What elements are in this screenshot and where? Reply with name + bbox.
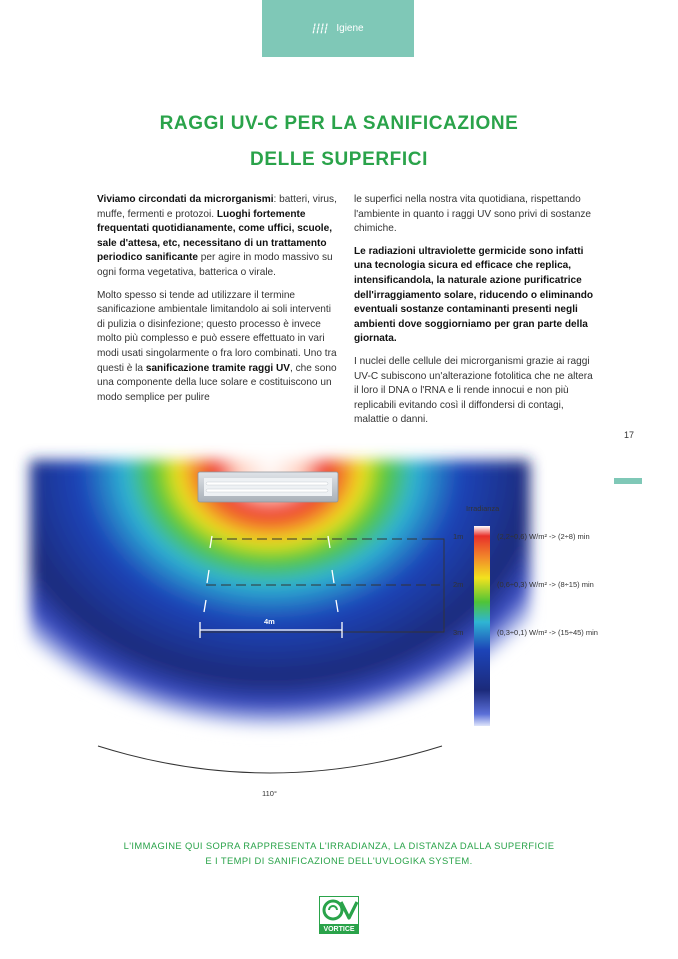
- text-run: Molto spesso si tende ad utilizzare il termine sanificazione ambientale limitandolo ai soli interventi di pulizia o disinfezione; questo processo è invece molto più complesso e può essere effettuato in vari modi usati singolarmente o fra loro combinati. Uno tra questi è la: [97, 289, 337, 374]
- logo-wordmark: VORTICE: [323, 926, 355, 934]
- text-run: , che sono una componente della luce solare e costituiscono un modo semplice per pulire: [97, 362, 337, 403]
- irradiance-field: [30, 460, 530, 760]
- left-paragraph-2: [97, 289, 337, 406]
- diagram-caption: [0, 838, 678, 868]
- right-paragraph-1: le superfici nella nostra vita quotidiana, rispettando l'ambiente in quanto i raggi UV sono privi di sostanze chimiche.: [354, 194, 592, 235]
- legend-title: Irradianza: [466, 504, 500, 513]
- text-run: Viviamo circondati da microrganismi: [97, 194, 274, 205]
- width-label: 4m: [264, 617, 275, 626]
- text-run: Le radiazioni ultraviolette germicide sono infatti una tecnologia sicura ed efficace che replica, intensificandola, la naturale azione purificatrice dell'irraggiamento solare, riducendo o eliminando eventuali sostanze contaminanti presenti negli ambienti dove soggiorniamo per gran parte della giornata.: [354, 245, 594, 345]
- caption-line-2: E I TEMPI DI SANIFICAZIONE DELL'UVLOGIKA SYSTEM.: [205, 855, 473, 866]
- irradiance-color-scale: [474, 526, 490, 726]
- text-run: Luoghi fortemente frequentati quotidianamente, come uffici, scuole, sale d'attesa, etc, necessitano di un trattamento periodico sanificante: [97, 208, 332, 264]
- left-paragraph-1: [97, 193, 337, 281]
- text-run: per agire in modo massivo su ogni forma vegetativa, batterica o virale.: [97, 252, 333, 278]
- uv-lamp: [198, 472, 338, 502]
- right-text-column: [354, 193, 594, 436]
- caption-line-1: L'IMMAGINE QUI SOPRA RAPPRESENTA L'IRRADIANZA, LA DISTANZA DALLA SUPERFICIE: [123, 840, 555, 851]
- page-title-line-2: DELLE SUPERFICI: [250, 149, 428, 170]
- irradiance-diagram: [0, 440, 678, 800]
- text-run: : batteri, virus, muffe, fermenti e protozoi.: [97, 194, 337, 220]
- angle-label: 110°: [262, 789, 277, 798]
- section-tab: [262, 0, 414, 57]
- page-title-line-1: RAGGI UV-C PER LA SANIFICAZIONE: [159, 113, 519, 134]
- page-number: 17: [624, 430, 635, 440]
- irradiance-level-1: (2,2÷0,6) W/m² -> (2÷8) min: [497, 532, 590, 541]
- right-paragraph-3: I nuclei delle cellule dei microrganismi grazie ai raggi UV-C subiscono un'alterazione fotolitica che ne altera il loro il DNA o l'RNA e li rende innocui e non più replicabili evitando così il diffondersi di contagi, malattie o danni.: [354, 355, 593, 426]
- uv-rays-icon: [312, 22, 330, 36]
- distance-label-1m: 1m: [453, 532, 464, 541]
- section-label: Igiene: [336, 23, 364, 34]
- distance-label-3m: 3m: [453, 628, 464, 637]
- left-text-column: [97, 193, 337, 413]
- right-paragraph-2: [354, 245, 594, 347]
- irradiance-level-3: (0,3÷0,1) W/m² -> (15÷45) min: [497, 628, 598, 637]
- irradiance-level-2: (0,6÷0,3) W/m² -> (8÷15) min: [497, 580, 594, 589]
- vortice-logo: [319, 896, 359, 934]
- distance-label-2m: 2m: [453, 580, 464, 589]
- text-run: sanificazione tramite raggi UV: [145, 362, 290, 374]
